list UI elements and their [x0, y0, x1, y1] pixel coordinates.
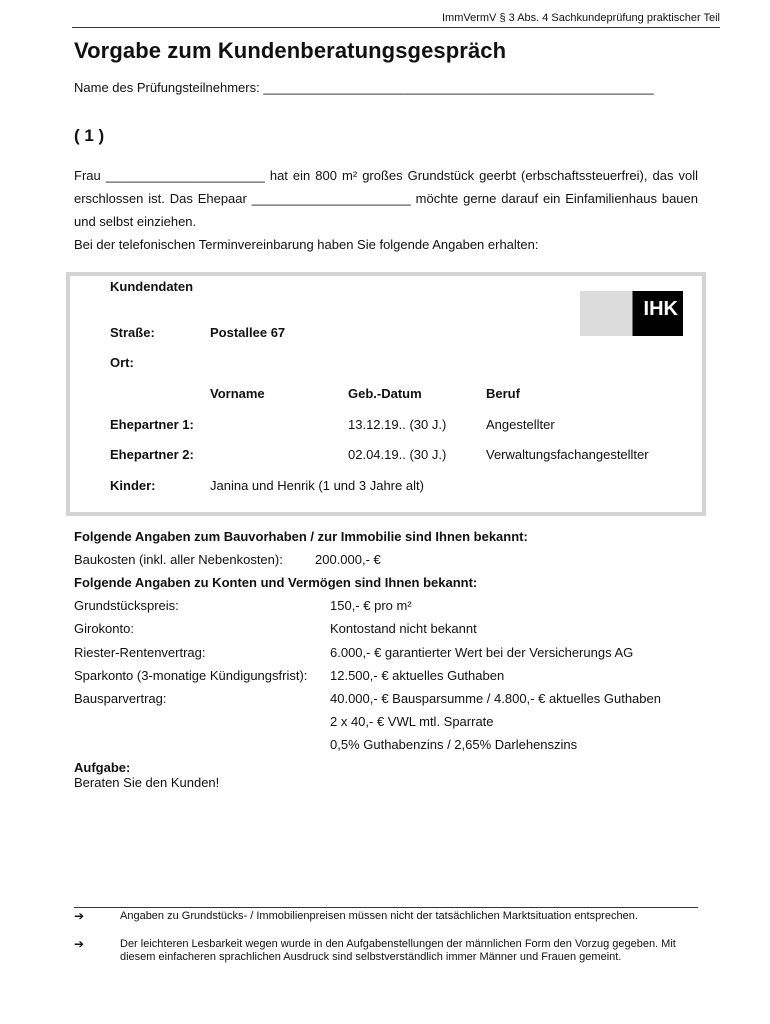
arrow-right-icon: ➔: [74, 909, 85, 923]
city-label: Ort:: [110, 355, 134, 370]
ihk-logo: [580, 291, 683, 336]
asset-value: 0,5% Guthabenzins / 2,65% Darlehenszins: [330, 737, 578, 752]
partner1-birthdate: 13.12.19.. (30 J.): [348, 417, 447, 432]
building-cost-value: 200.000,- €: [315, 552, 381, 567]
children-label: Kinder:: [110, 478, 156, 493]
partner2-job: Verwaltungsfachangestellter: [486, 447, 649, 462]
asset-label: Riester-Rentenvertrag:: [74, 645, 206, 660]
participant-name-line: Name des Prüfungsteilnehmers: ______________________________________________________: [74, 80, 654, 95]
page-header: ImmVermV § 3 Abs. 4 Sachkundeprüfung praktischer Teil: [72, 12, 720, 28]
column-header-job: Beruf: [486, 386, 520, 401]
section-number: ( 1 ): [74, 126, 105, 145]
partner2-birthdate: 02.04.19.. (30 J.): [348, 447, 447, 462]
page-title: Vorgabe zum Kundenberatungsgespräch: [74, 38, 507, 63]
asset-value: 12.500,- € aktuelles Guthaben: [330, 668, 505, 683]
intro-text: [74, 164, 698, 256]
partner1-label: Ehepartner 1:: [110, 417, 194, 432]
footnote-2: [74, 938, 702, 964]
building-cost-label: Baukosten (inkl. aller Nebenkosten):: [74, 552, 283, 567]
footnote-1: [74, 910, 702, 923]
asset-label: Bausparvertrag:: [74, 691, 167, 706]
asset-value: 2 x 40,- € VWL mtl. Sparrate: [330, 714, 494, 729]
task-text: Beraten Sie den Kunden!: [74, 775, 220, 790]
footnote-1-text: Angaben zu Grundstücks- / Immobilienpreisen müssen nicht der tatsächlichen Marktsituation entsprechen.: [120, 910, 638, 922]
column-header-firstname: Vorname: [210, 386, 265, 401]
asset-label: Girokonto:: [74, 621, 134, 636]
asset-value: 6.000,- € garantierter Wert bei der Versicherungs AG: [330, 645, 634, 660]
street-label: Straße:: [110, 325, 155, 340]
asset-value: 40.000,- € Bausparsumme / 4.800,- € aktuelles Guthaben: [330, 691, 661, 706]
partner1-job: Angestellter: [486, 417, 555, 432]
asset-value: Kontostand nicht bekannt: [330, 621, 477, 636]
footnote-2-text: Der leichteren Lesbarkeit wegen wurde in den Aufgabenstellungen der männlichen Form den Vorzug gegeben. Mit diesem einfacheren sprachlichen Ausdruck sind selbstverständlich immer Männer und Frauen gemeint.: [120, 938, 676, 963]
partner2-label: Ehepartner 2:: [110, 447, 194, 462]
intro-paragraph-1: Frau ______________________ hat ein 800 m² großes Grundstück geerbt (erbschaftssteuerfrei), das voll erschlossen ist. Das Ehepaar ______________________ möchte gerne darauf ein Einfamilienhaus bauen und selbst einziehen.: [74, 168, 698, 229]
intro-paragraph-2: Bei der telefonischen Terminvereinbarung haben Sie folgende Angaben erhalten:: [74, 237, 539, 252]
footnote-divider: [74, 907, 698, 908]
column-header-birthdate: Geb.-Datum: [348, 386, 422, 401]
asset-label: Sparkonto (3-monatige Kündigungsfrist):: [74, 668, 308, 683]
arrow-right-icon: ➔: [74, 937, 85, 951]
street-value: Postallee 67: [210, 325, 286, 340]
children-value: Janina und Henrik (1 und 3 Jahre alt): [210, 478, 424, 493]
asset-label: Grundstückspreis:: [74, 598, 179, 613]
building-heading: Folgende Angaben zum Bauvorhaben / zur Immobilie sind Ihnen bekannt:: [74, 529, 528, 544]
task-heading: Aufgabe:: [74, 760, 131, 775]
asset-value: 150,- € pro m²: [330, 598, 412, 613]
customer-data-heading: Kundendaten: [110, 279, 194, 294]
assets-heading: Folgende Angaben zu Konten und Vermögen sind Ihnen bekannt:: [74, 575, 478, 590]
ihk-logo-text: IHK: [643, 298, 678, 320]
